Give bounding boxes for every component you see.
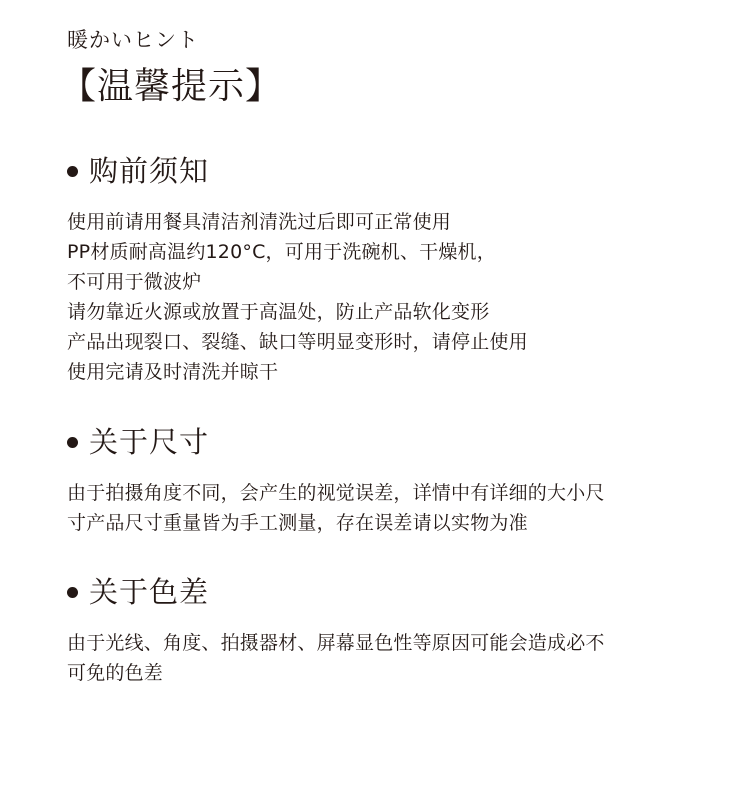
body-line: 由于光线、角度、拍摄器材、屏幕显色性等原因可能会造成必不: [67, 632, 605, 654]
bullet-dot-icon: [67, 437, 78, 448]
section-before-purchase: [67, 151, 707, 387]
section-body: [67, 207, 707, 387]
body-line: 由于拍摄角度不同，会产生的视觉误差，详情中有详细的大小尺: [67, 482, 605, 504]
body-line: 产品出现裂口、裂缝、缺口等明显变形时，请停止使用: [67, 331, 528, 353]
body-line: 不可用于微波炉: [67, 271, 202, 293]
body-line: 使用完请及时清洗并晾干: [67, 361, 279, 383]
bullet-dot-icon: [67, 587, 78, 598]
section-about-size: [67, 422, 707, 538]
body-line: 使用前请用餐具清洁剂清洗过后即可正常使用: [67, 211, 452, 233]
section-heading: 关于尺寸: [89, 425, 210, 459]
body-line: 寸产品尺寸重量皆为手工测量，存在误差请以实物为准: [67, 512, 528, 534]
section-heading: 购前须知: [89, 154, 210, 188]
section-heading: 关于色差: [89, 575, 210, 609]
body-line: 可免的色差: [67, 662, 164, 684]
section-body: [67, 478, 707, 538]
bullet-dot-icon: [67, 166, 78, 177]
section-header: [67, 572, 707, 612]
section-about-color: [67, 572, 707, 688]
section-header: [67, 422, 707, 462]
section-body: [67, 628, 707, 688]
section-header: [67, 151, 707, 191]
page-title: 【温馨提示】: [60, 66, 283, 107]
body-line: PP材质耐高温约120°C，可用于洗碗机、干燥机，: [67, 241, 496, 263]
page-subtitle: 暖かいヒント: [67, 28, 199, 52]
body-line: 请勿靠近火源或放置于高温处，防止产品软化变形: [67, 301, 490, 323]
